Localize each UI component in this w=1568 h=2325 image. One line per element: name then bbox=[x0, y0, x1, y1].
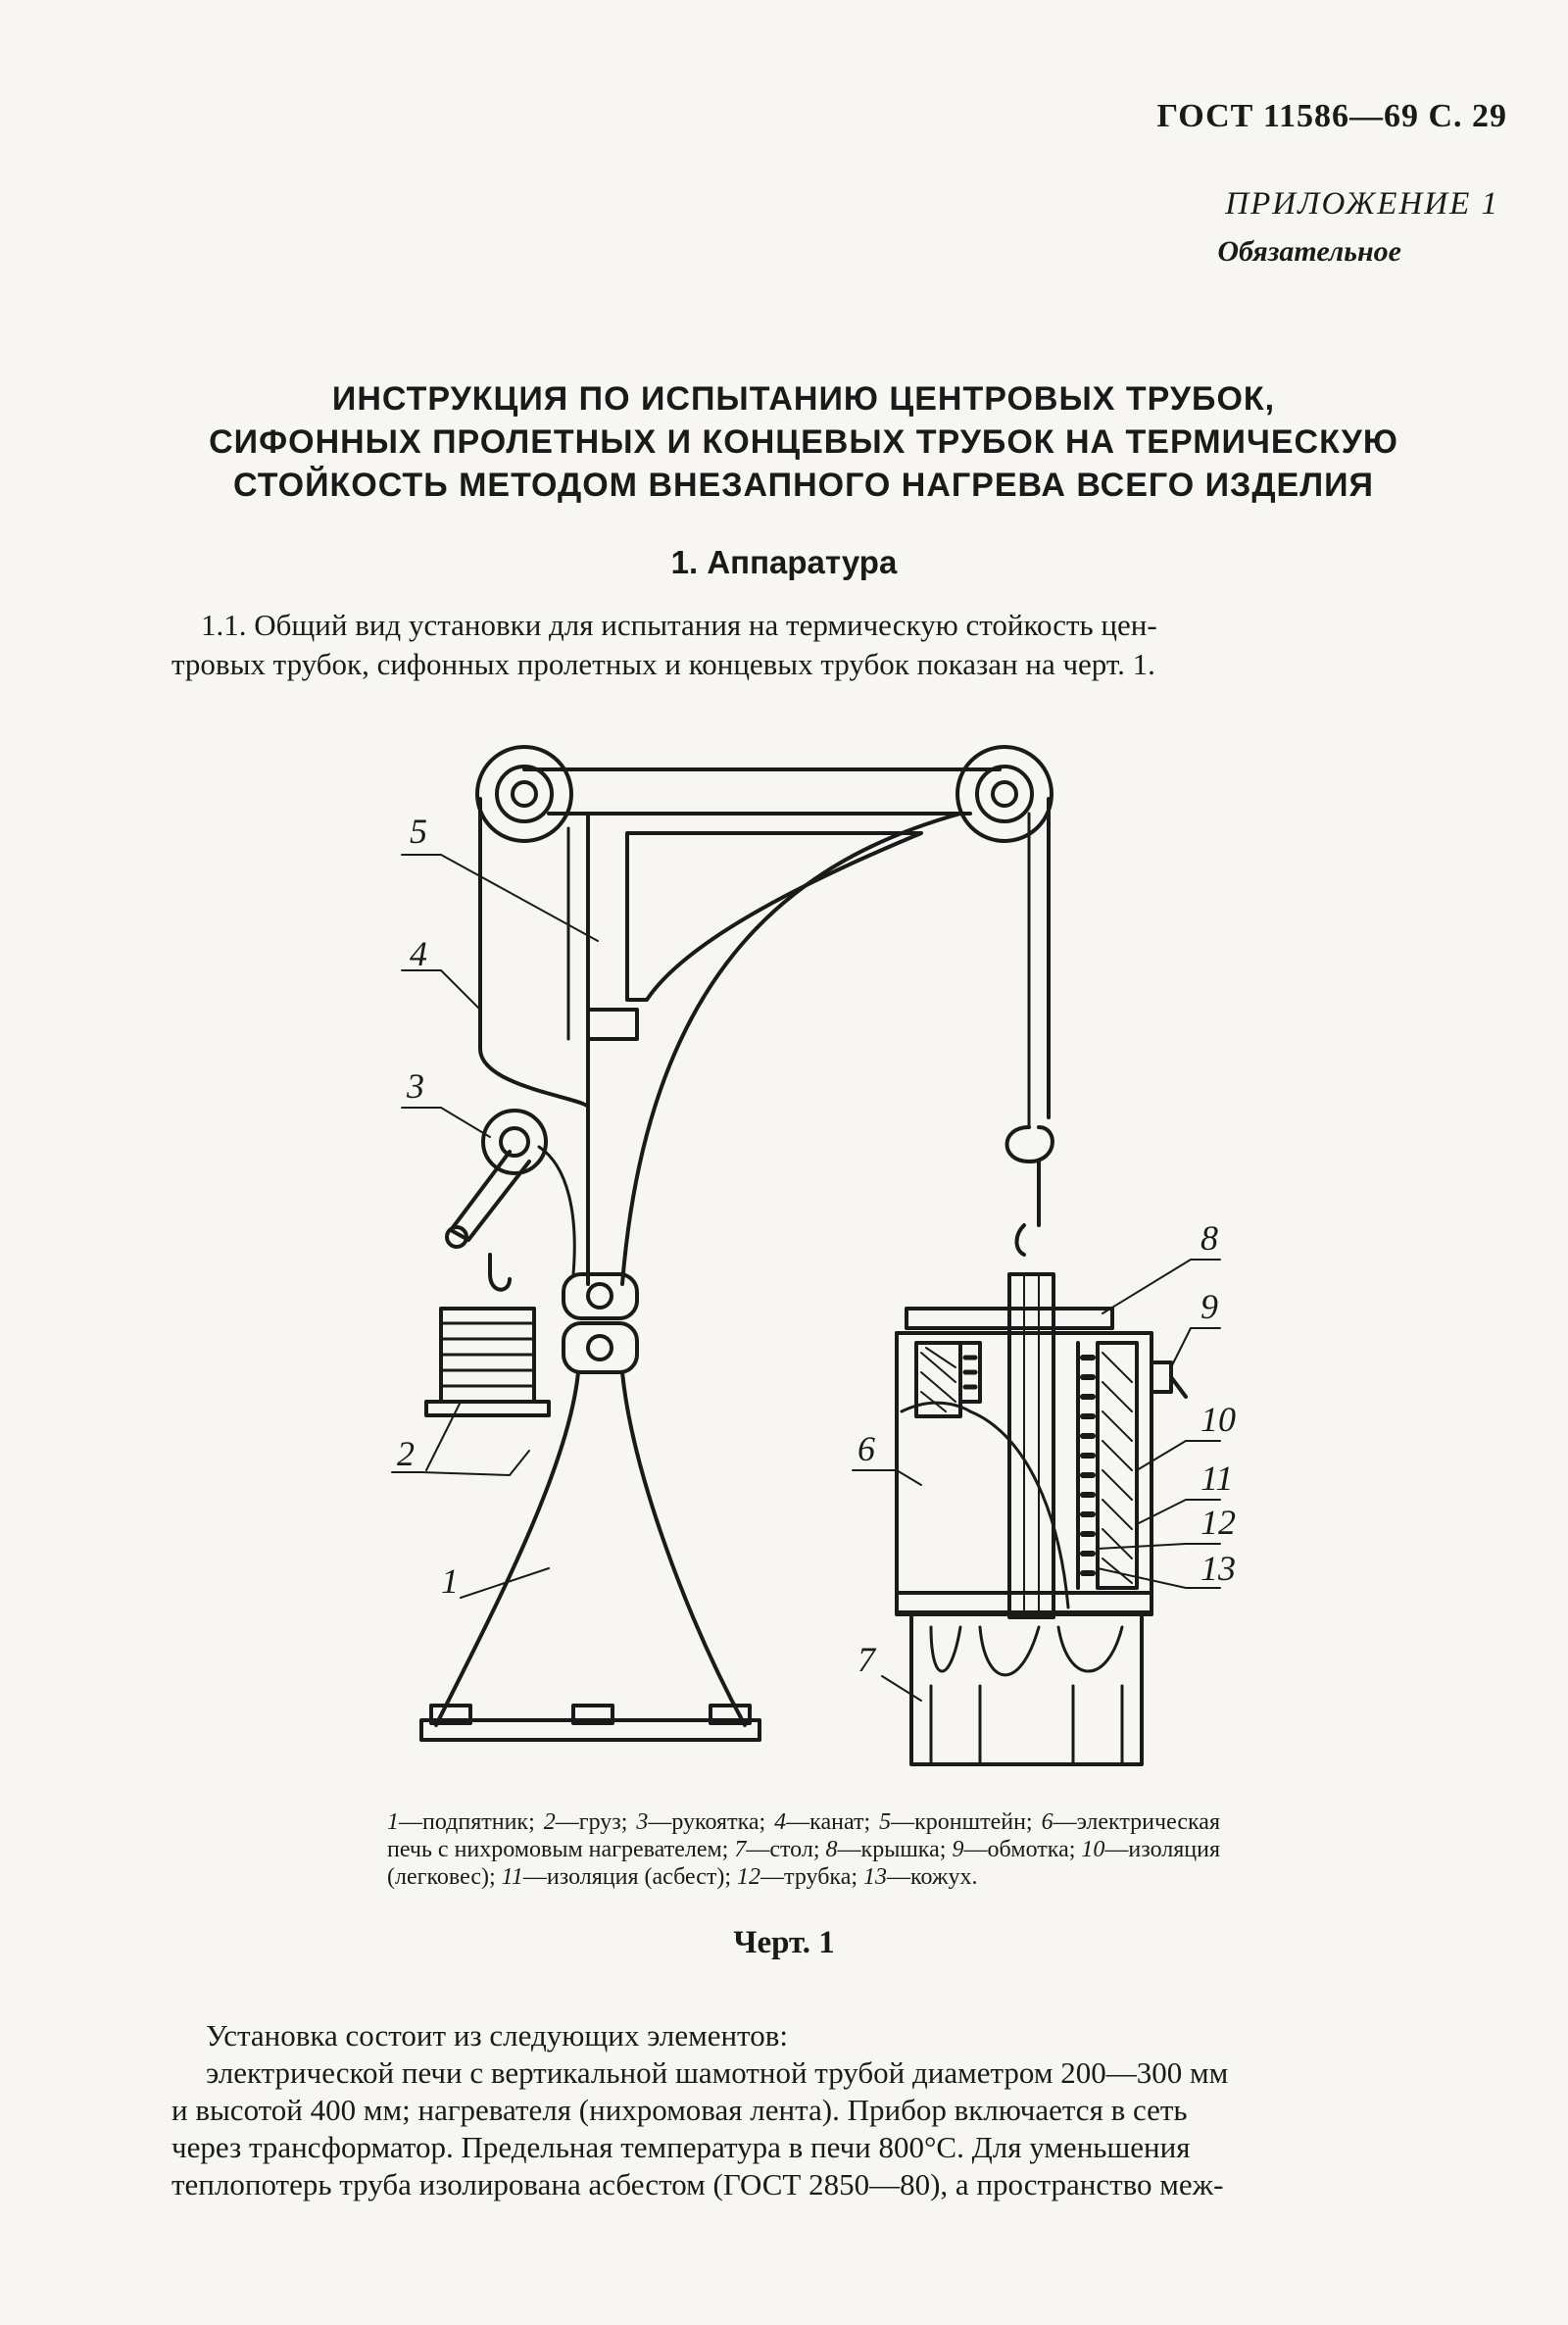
legend-text-7: —стол; bbox=[746, 1837, 826, 1862]
legend-num-7: 7 bbox=[734, 1837, 747, 1862]
right-pulley bbox=[957, 747, 1052, 841]
legend-text-3: —рукоятка; bbox=[648, 1809, 775, 1835]
title-line-1: ИНСТРУКЦИЯ ПО ИСПЫТАНИЮ ЦЕНТРОВЫХ ТРУБОК, bbox=[331, 380, 1276, 418]
legend-text-10: —изоляция (легковес); bbox=[387, 1837, 1221, 1890]
label-1: 1 bbox=[441, 1561, 459, 1601]
legend-num-2: 2 bbox=[543, 1809, 556, 1835]
label-3: 3 bbox=[407, 1066, 424, 1106]
legend-text-5: —кронштейн; bbox=[891, 1809, 1042, 1835]
table-7 bbox=[911, 1617, 1142, 1764]
body-line-4: через трансформатор. Предельная температура в печи 800°С. Для уменьшения bbox=[172, 2130, 1191, 2164]
figure-legend bbox=[387, 1808, 1220, 1891]
label-10: 10 bbox=[1200, 1400, 1236, 1439]
section-heading: 1. Аппаратура bbox=[670, 544, 898, 580]
legend-num-10: 10 bbox=[1081, 1837, 1105, 1862]
label-8: 8 bbox=[1200, 1218, 1218, 1258]
label-9: 9 bbox=[1200, 1287, 1218, 1326]
title-line-2: СИФОННЫХ ПРОЛЕТНЫХ И КОНЦЕВЫХ ТРУБОК НА ТЕРМИЧЕСКУЮ bbox=[209, 423, 1398, 461]
bracket-arch bbox=[622, 814, 960, 1284]
rope-4 bbox=[480, 799, 588, 1108]
legend-text-9: —обмотка; bbox=[963, 1837, 1082, 1862]
pedestal-1 bbox=[436, 1372, 745, 1725]
label-13: 13 bbox=[1200, 1549, 1236, 1588]
legend-num-13: 13 bbox=[863, 1864, 888, 1890]
body-line-2: электрической печи с вертикальной шамотной трубой диаметром 200—300 мм bbox=[206, 2055, 1229, 2090]
page-header: ГОСТ 11586—69 С. 29 bbox=[1156, 98, 1507, 134]
label-2: 2 bbox=[397, 1434, 415, 1473]
legend-text-11: —изоляция (асбест); bbox=[522, 1864, 738, 1890]
legend-num-9: 9 bbox=[952, 1837, 964, 1862]
body-line-5: теплопотерь труба изолирована асбестом (ГОСТ 2850—80), а пространство меж- bbox=[172, 2167, 1224, 2201]
label-7: 7 bbox=[858, 1640, 875, 1679]
figure-caption: Черт. 1 bbox=[733, 1925, 835, 1960]
legend-num-6: 6 bbox=[1041, 1809, 1054, 1835]
legend-num-4: 4 bbox=[774, 1809, 787, 1835]
legend-num-1: 1 bbox=[387, 1809, 399, 1835]
title-line-3: СТОЙКОСТЬ МЕТОДОМ ВНЕЗАПНОГО НАГРЕВА ВСЕГО ИЗДЕЛИЯ bbox=[233, 467, 1374, 504]
legend-text-2: —груз; bbox=[555, 1809, 637, 1835]
legend-text-4: —канат; bbox=[786, 1809, 880, 1835]
label-12: 12 bbox=[1200, 1503, 1236, 1542]
handle-arm bbox=[451, 1152, 529, 1240]
legend-text-8: —крышка; bbox=[837, 1837, 953, 1862]
legend-num-5: 5 bbox=[879, 1809, 892, 1835]
legend-text-6: —электрическая печь с нихромовым нагревателем; bbox=[387, 1809, 1220, 1862]
label-6: 6 bbox=[858, 1429, 875, 1468]
handle-pulley bbox=[483, 1111, 546, 1173]
paragraph-1-1-line-2: тровых трубок, сифонных пролетных и концевых трубок показан на черт. 1. bbox=[172, 647, 1155, 681]
label-4: 4 bbox=[410, 934, 427, 973]
legend-num-12: 12 bbox=[737, 1864, 761, 1890]
body-line-3: и высотой 400 мм; нагревателя (нихромовая лента). Прибор включается в сеть bbox=[172, 2093, 1188, 2127]
legend-text-12: —трубка; bbox=[760, 1864, 864, 1890]
legend-text-1: —подпятник; bbox=[399, 1809, 544, 1835]
label-11: 11 bbox=[1200, 1459, 1234, 1498]
label-5: 5 bbox=[410, 812, 427, 851]
legend-text-13: —кожух. bbox=[887, 1864, 978, 1890]
appendix-label: ПРИЛОЖЕНИЕ 1 bbox=[1225, 186, 1499, 222]
body-line-1: Установка состоит из следующих элементов: bbox=[206, 2018, 788, 2053]
legend-num-3: 3 bbox=[636, 1809, 649, 1835]
left-pulley bbox=[477, 747, 571, 841]
legend-num-11: 11 bbox=[501, 1864, 523, 1890]
appendix-status: Обязательное bbox=[1217, 235, 1401, 268]
legend-num-8: 8 bbox=[825, 1837, 838, 1862]
paragraph-1-1-line-1: 1.1. Общий вид установки для испытания на термическую стойкость цен- bbox=[201, 608, 1157, 642]
